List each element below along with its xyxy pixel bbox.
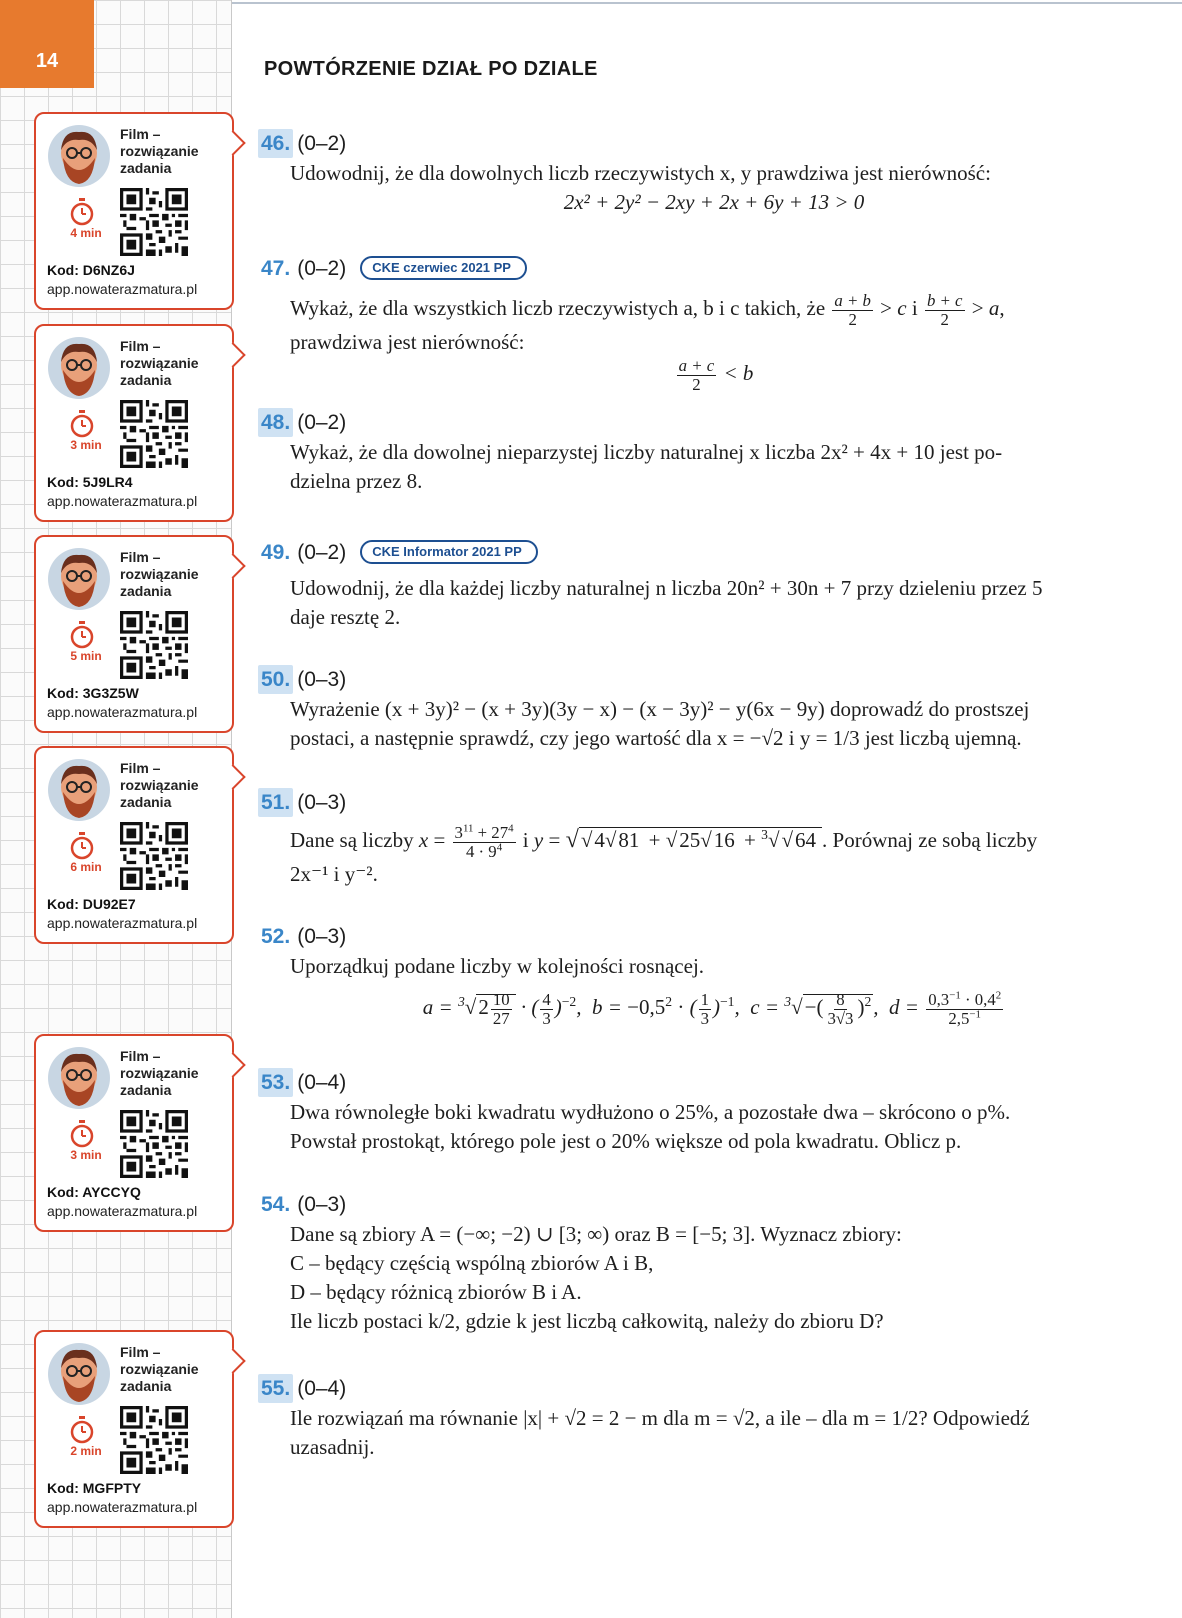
task-number: 51. <box>258 788 293 817</box>
task-points: (0–3) <box>297 790 347 814</box>
task-48 <box>258 406 1138 496</box>
task-text-2: dzielna przez 8. <box>290 469 423 493</box>
video-code: Kod: 5J9LR4 <box>47 474 133 490</box>
task-number: 48. <box>258 408 293 437</box>
task-number: 50. <box>258 665 293 694</box>
task-50 <box>258 663 1138 753</box>
task-formula: $\frac{a + c}{2}$ < b <box>678 356 754 394</box>
task-text-2: 2x⁻¹ i y⁻². <box>290 862 378 887</box>
task-47 <box>258 252 1138 394</box>
video-card-2[interactable] <box>34 324 234 522</box>
duration: 4 min <box>70 226 102 240</box>
duration: 6 min <box>70 860 102 874</box>
video-card-1[interactable] <box>34 112 234 310</box>
film-label: Film – rozwiązanie zadania <box>120 760 199 810</box>
qr-code-icon[interactable] <box>120 1406 188 1474</box>
task-number: 46. <box>258 129 293 158</box>
avatar-icon <box>47 1046 111 1110</box>
video-card-5[interactable] <box>34 1034 234 1232</box>
video-card-3[interactable] <box>34 535 234 733</box>
task-text: Udowodnij, że dla dowolnych liczb rzeczywistych x, y prawdziwa jest nierówność: <box>290 161 991 185</box>
task-text-2: daje resztę 2. <box>290 605 401 629</box>
video-url[interactable]: app.nowaterazmatura.pl <box>47 493 198 509</box>
film-label: Film – rozwiązanie zadania <box>120 338 199 388</box>
timer-icon <box>70 1120 94 1148</box>
duration: 2 min <box>70 1444 102 1458</box>
task-points: (0–3) <box>297 1192 347 1216</box>
video-code: Kod: DU92E7 <box>47 896 136 912</box>
qr-code-icon[interactable] <box>120 188 188 256</box>
task-line-1: Dane są zbiory A = (−∞; −2) ∪ [3; ∞) oraz B = [−5; 3]. Wyznacz zbiory: <box>290 1222 902 1246</box>
video-code: Kod: MGFPTY <box>47 1480 142 1496</box>
task-54 <box>258 1188 1138 1336</box>
video-url[interactable]: app.nowaterazmatura.pl <box>47 1203 198 1219</box>
task-number: 53. <box>258 1068 293 1097</box>
task-points: (0–3) <box>297 667 347 691</box>
source-tag: CKE czerwiec 2021 PP <box>360 256 527 280</box>
duration: 3 min <box>70 438 102 452</box>
task-points: (0–2) <box>297 256 347 280</box>
task-text: Dane są liczby x = $\frac{3^{11} + 27^4}{4 \cdot 9^4}$ i y = √√4√81 + √25√16 + $^3$√√64 . Porównaj ze sobą liczby <box>290 822 1038 861</box>
top-rule <box>232 2 1182 4</box>
duration: 3 min <box>70 1148 102 1162</box>
qr-code-icon[interactable] <box>120 611 188 679</box>
task-number: 47. <box>261 256 291 280</box>
avatar-icon <box>47 547 111 611</box>
task-text: Wyrażenie (x + 3y)² − (x + 3y)(3y − x) − (x − 3y)² − y(6x − 9y) doprowadź do prostszej <box>290 697 1030 721</box>
task-points: (0–2) <box>297 131 347 155</box>
timer-icon <box>70 410 94 438</box>
film-label: Film – rozwiązanie zadania <box>120 549 199 599</box>
task-text-2: postaci, a następnie sprawdź, czy jego wartość dla x = −√2 i y = 1/3 jest liczbą ujemną. <box>290 726 1022 750</box>
qr-code-icon[interactable] <box>120 400 188 468</box>
film-label: Film – rozwiązanie zadania <box>120 126 199 176</box>
source-tag: CKE Informator 2021 PP <box>360 540 538 564</box>
task-line-3: D – będący różnicą zbiorów B i A. <box>290 1280 582 1304</box>
task-text: Wykaż, że dla wszystkich liczb rzeczywistych a, b i c takich, że $\frac{a + b}{2}$ > c i $\frac{b + c}{2}$ > a, <box>290 291 1005 329</box>
task-46 <box>258 127 1138 217</box>
video-card-4[interactable] <box>34 746 234 944</box>
task-53 <box>258 1066 1138 1156</box>
timer-icon <box>70 198 94 226</box>
task-text: Dwa równoległe boki kwadratu wydłużono o 25%, a pozostałe dwa – skrócono o p%. <box>290 1100 1011 1124</box>
avatar-icon <box>47 336 111 400</box>
task-text: Uporządkuj podane liczby w kolejności rosnącej. <box>290 954 705 978</box>
task-points: (0–4) <box>297 1376 347 1400</box>
duration: 5 min <box>70 649 102 663</box>
avatar-icon <box>47 124 111 188</box>
task-text: Udowodnij, że dla każdej liczby naturalnej n liczba 20n² + 30n + 7 przy dzieleniu przez 5 <box>290 576 1043 600</box>
task-text-2: uzasadnij. <box>290 1435 375 1459</box>
task-52 <box>258 920 1138 1027</box>
video-url[interactable]: app.nowaterazmatura.pl <box>47 915 198 931</box>
task-formula: 2x² + 2y² − 2xy + 2x + 6y + 13 > 0 <box>563 190 865 214</box>
task-text-2: Powstał prostokąt, którego pole jest o 20% większe od pola kwadratu. Oblicz p. <box>290 1129 962 1153</box>
task-number: 49. <box>261 540 291 564</box>
timer-icon <box>70 832 94 860</box>
video-code: Kod: AYCCYQ <box>47 1184 141 1200</box>
task-49 <box>258 536 1138 632</box>
task-51 <box>258 786 1138 889</box>
task-points: (0–2) <box>297 540 347 564</box>
section-title: POWTÓRZENIE DZIAŁ PO DZIALE <box>264 58 598 80</box>
task-line-2: C – będący częścią wspólną zbiorów A i B, <box>290 1251 654 1275</box>
video-card-6[interactable] <box>34 1330 234 1528</box>
video-url[interactable]: app.nowaterazmatura.pl <box>47 281 198 297</box>
video-url[interactable]: app.nowaterazmatura.pl <box>47 704 198 720</box>
page-number: 14 <box>0 0 94 88</box>
timer-icon <box>70 1416 94 1444</box>
avatar-icon <box>47 758 111 822</box>
task-55 <box>258 1372 1138 1462</box>
task-text: Wykaż, że dla dowolnej nieparzystej liczby naturalnej x liczba 2x² + 4x + 10 jest po- <box>290 440 1003 464</box>
video-code: Kod: 3G3Z5W <box>47 685 139 701</box>
timer-icon <box>70 621 94 649</box>
task-points: (0–3) <box>297 924 347 948</box>
task-number: 55. <box>258 1374 293 1403</box>
task-text-2: prawdziwa jest nierówność: <box>290 330 525 355</box>
video-code: Kod: D6NZ6J <box>47 262 135 278</box>
film-label: Film – rozwiązanie zadania <box>120 1048 199 1098</box>
task-number: 54. <box>261 1192 291 1216</box>
task-text: Ile rozwiązań ma równanie |x| + √2 = 2 − m dla m = √2, a ile – dla m = 1/2? Odpowiedź <box>290 1406 1030 1430</box>
video-url[interactable]: app.nowaterazmatura.pl <box>47 1499 198 1515</box>
task-number: 52. <box>261 924 291 948</box>
avatar-icon <box>47 1342 111 1406</box>
task-line-4: Ile liczb postaci k/2, gdzie k jest liczbą całkowitą, należy do zbioru D? <box>290 1309 884 1333</box>
qr-code-icon[interactable] <box>120 822 188 890</box>
task-points: (0–4) <box>297 1070 347 1094</box>
task-points: (0–2) <box>297 410 347 434</box>
qr-code-icon[interactable] <box>120 1110 188 1178</box>
task-formula: a = $^3$√2 $\frac{10}{27}$ · ( $\frac{4}{3}$ )$^{-2}$, $b = -0,5^2$ · ( $\frac{1}{3}$ )$^{-1}$, c = $^3$√−( $\frac{8}{3√3}$ )$^2$, d = $\frac{0,3^{-1} \cdot 0,4^2}{2,5^{-1}}$ <box>422 989 1002 1028</box>
film-label: Film – rozwiązanie zadania <box>120 1344 199 1394</box>
